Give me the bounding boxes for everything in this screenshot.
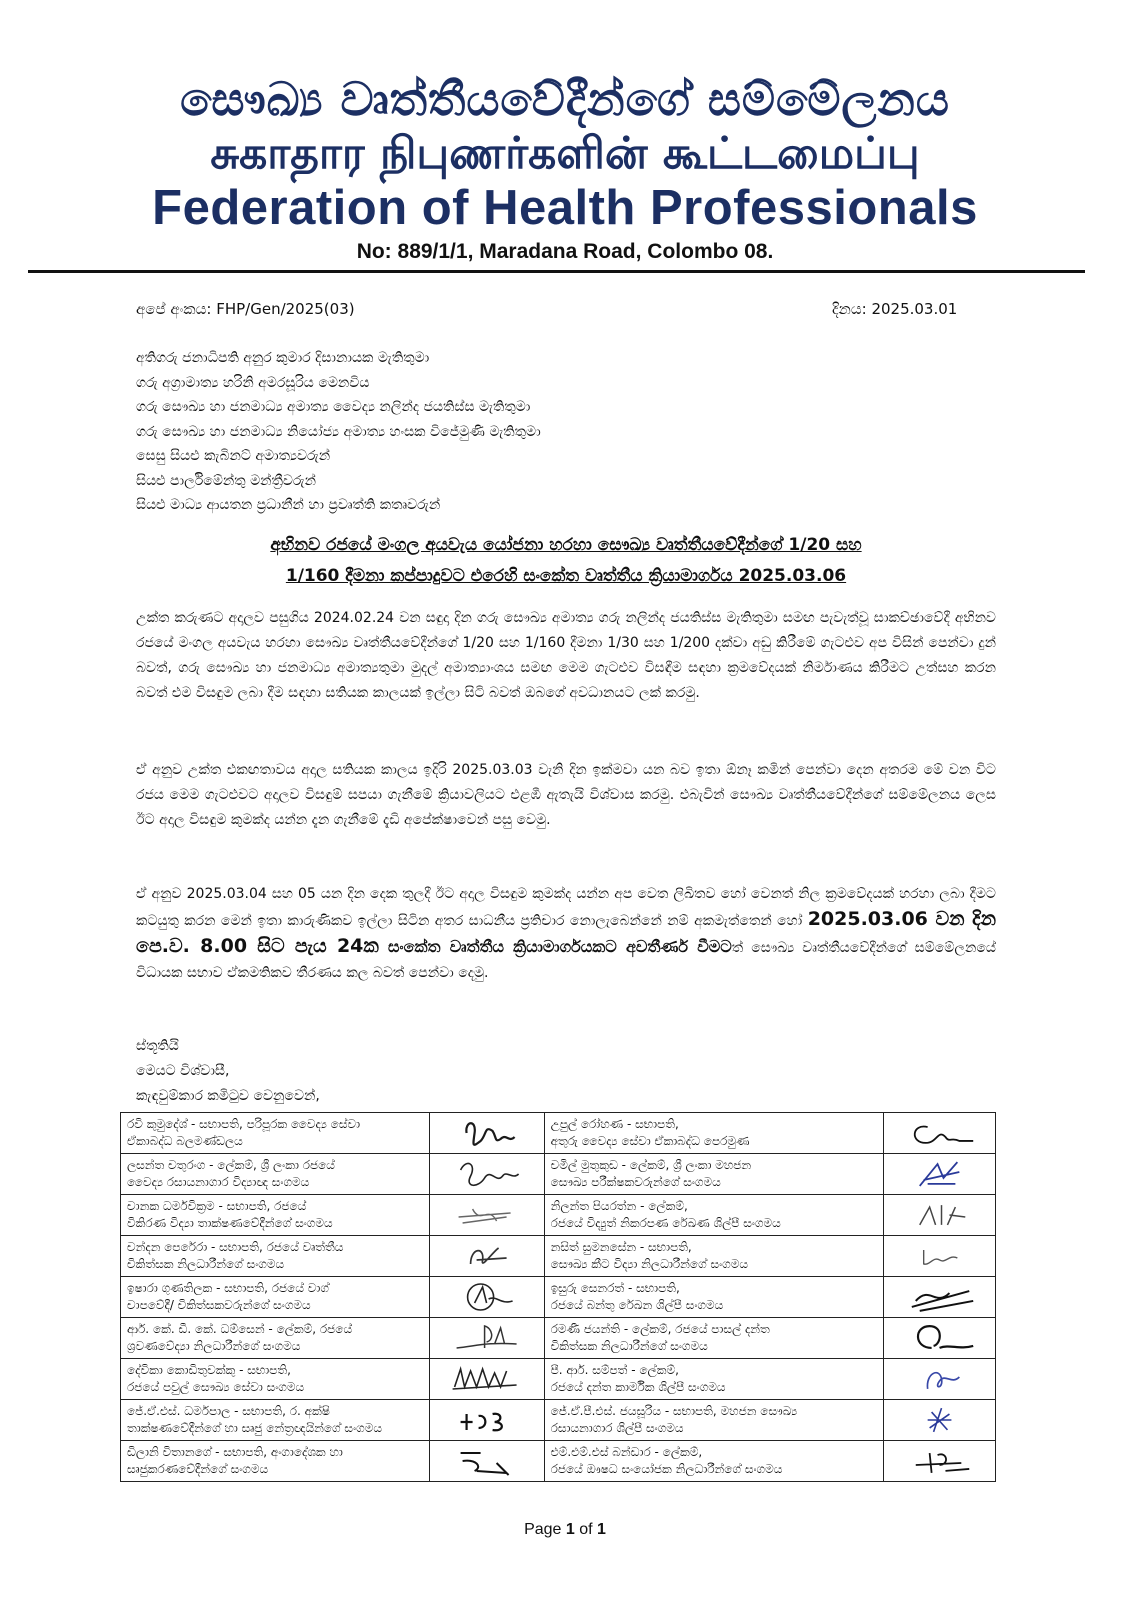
signature-image [430, 1195, 544, 1236]
recipient-list [136, 346, 996, 518]
our-reference: අපේ අංකය: FHP/Gen/2025(03) [136, 300, 355, 318]
table-row [121, 1318, 996, 1359]
recipient-line: ගරු සෞඛ්‍ය හා ජනමාධ්‍ය අමාත්‍ය වෛද්‍ය නලින්ද ජයතිස්ස මැතිතුමා [136, 399, 531, 415]
recipient-line: ගරු සෞඛ්‍ය හා ජනමාධ්‍ය නියෝජ්‍ය අමාත්‍ය හංසක විජේමුණි මැතිතුමා [136, 423, 541, 440]
subject-heading [136, 530, 996, 592]
paragraph-text: ත් සෞඛ්‍ය වෘත්තීයවේදීන්ගේ සම්මේලනයේ විධායක සභාව ඒකමතිකව තීරණය කල බවත් පෙන්වා දෙමු. [136, 940, 996, 981]
signatory-left: රවි කුමුදේශ් - සභාපති, පරිපූරක වෛද්‍ය සේවා ඒකාබද්ධ බලමණ්ඩලය [121, 1113, 430, 1154]
signature-image [883, 1441, 995, 1482]
signatory-right: ඉසුරු සෙනරත් - සභාපති, රජයේ බන්තු රේඛන ශිල්පී සංගමය [544, 1277, 883, 1318]
signature-image [883, 1318, 995, 1359]
signatories-table [120, 1112, 996, 1482]
signature-image [430, 1441, 544, 1482]
table-row [121, 1441, 996, 1482]
signatory-right: නසිත් සුමනසේන - සභාපති, සෞඛ්‍ය කීට විද්‍යා නිලධාරීන්ගේ සංගමය [544, 1236, 883, 1277]
signature-image [430, 1318, 544, 1359]
signature-image [430, 1236, 544, 1277]
recipient-line: සියළු පාර්ලිමේන්තු මන්ත්‍රීවරුන් [136, 472, 317, 489]
closing-committee: කැඳවුම්කාර කමිටුව වෙනුවෙන්, [136, 1088, 320, 1104]
signature-image [430, 1154, 544, 1195]
signatory-left: ඉෂාරා ගුණතිලක - සභාපති, රජයේ වාග් චාපවේදී/ චිකිත්සකවරුන්ගේ සංගමය [121, 1277, 430, 1318]
letter-date: දිනය: 2025.03.01 [832, 300, 958, 318]
signatory-left: චානක ධර්මවික්‍රම - සභාපති, රජයේ විකිරණ විද්‍යා තාක්ෂණවේදීන්ගේ සංගමය [121, 1195, 430, 1236]
signatory-left: දේවිකා කොඩිතුවක්කු - සභාපති, රජයේ පවුල් සෞඛ්‍ය සේවා සංගමය [121, 1359, 430, 1400]
signatory-left: ජේ.ඒ.එස්. ධර්මපාල - සභාපති, ර. අක්ෂි තාක්ෂණවේදීන්ගේ හා සෘජු නේත්‍රඥයින්ගේ සංගමය [121, 1400, 430, 1441]
table-row [121, 1113, 996, 1154]
signatory-left: ඩිලානි විතානගේ - සභාපති, අංගාදේශක හා සෘජුකරණවේදීන්ගේ සංගමය [121, 1441, 430, 1482]
table-row [121, 1154, 996, 1195]
body-paragraph-1: උක්ත කරුණට අදාලව පසුගිය 2024.02.24 වන සඳුදා දින ගරු සෞඛ්‍ය අමාත්‍ය ගරු නලින්ද ජයතිස්ස මැතිතුමා සමඟ පැවැත්වූ සාකච්ඡාවේදී අභිනව රජයේ මංගල අයවැය හරහා සෞඛ්‍ය වෘත්තීයවේදීන්ගේ 1/20 සහ 1/160 දීමනා 1/30 සහ 1/200 දක්වා අඩු කිරීමේ ගැටළුව අප විසින් පෙන්වා දුන් බවත්, ගරු සෞඛ්‍ය හා ජනමාධ්‍ය අමාත්‍යතුමා මුදල් අමාත්‍යාංශය සමඟ මෙම ගැටළුව විසඳීම සඳහා ක්‍රමවේදයක් නිර්මාණය කිරීමට උත්සහ කරන බවත් එම විසඳුම ලබා දීම සඳහා සතියක කාලයක් ඉල්ලා සිටි බවත් ඔබගේ අවධානයට ලක් කරමු. [136, 610, 996, 701]
title-tamil: சுகாதார நிபுணர்களின் கூட்டமைப்பு [210, 128, 920, 179]
signatory-left: ආර්. කේ. ඩී. කේ. ධම්සෙන් - ලේකම්, රජයේ ශ්‍රවණවේද්‍යා නිලධාරීන්ගේ සංගමය [121, 1318, 430, 1359]
signature-image [430, 1277, 544, 1318]
closing-thanks: ස්තූතියි [136, 1038, 179, 1054]
signatory-left: චන්දන පෙරේරා - සභාපති, රජයේ වෘත්තීය චිකිත්සක නිලධාරීන්ගේ සංගමය [121, 1236, 430, 1277]
closing-faithfully: මෙයට විශ්වාසී, [136, 1063, 230, 1079]
recipient-line: සෙසු සියළු කැබිනට් අමාත්‍යවරුන් [136, 448, 331, 464]
signature-image [883, 1400, 995, 1441]
address: No: 889/1/1, Maradana Road, Colombo 08. [356, 240, 774, 263]
strike-action-emphasis: සංකේත වෘත්තීය ක්‍රියාමාර්ගයකට අවතීර්ණ වීමට [378, 937, 732, 956]
signature-image [883, 1195, 995, 1236]
subject-line-2: 1/160 දීමනා කප්පාදුවට එරෙහි සංකේත වෘත්තීය ක්‍රියාමාර්ගය 2025.03.06 [285, 566, 847, 586]
signatory-right: චමිල් මුතුකුඩ - ලේකම්, ශ්‍රී ලංකා මහජන සෞඛ්‍ය පරීක්ෂකවරුන්ගේ සංගමය [544, 1154, 883, 1195]
subject-line-1: අභිනව රජයේ මංගල අයවැය යෝජනා හරහා සෞඛ්‍ය වෘත්තීයවේදීන්ගේ 1/20 සහ [270, 535, 862, 555]
signature-image [883, 1359, 995, 1400]
signature-image [430, 1359, 544, 1400]
body-paragraph-2: ඒ අනුව උක්ත එකඟතාවය අදාල සතියක කාලය ඉදිරි 2025.03.03 වැනි දින ඉක්මවා යන බව ඉතා ඕනෑ කමින් පෙන්වා දෙන අතරම මේ වන විට රජය මෙම ගැටළුවට අදාලව විසඳුම් සපයා ගැනීමේ ක්‍රියාවලියට එළඹී ඇතැයි විශ්වාස කරමු. එබැවින් සෞඛ්‍ය වෘත්තීයවේදීන්ගේ සම්මේලනය ලෙස ඊට අදාල විසඳුම කුමක්ද යන්න දැන ගැනීමේ දැඩි අපේක්ෂාවෙන් පසු වෙමු. [136, 762, 996, 828]
recipient-line: අතිගරු ජනාධිපති අනුර කුමාර දිසානායක මැතිතුමා [136, 350, 430, 366]
signatory-right: රමණී ජයන්ති - ලේකම්, රජයේ පාසල් දන්ත චිකිත්සක නිලධාරීන්ගේ සංගමය [544, 1318, 883, 1359]
table-row [121, 1400, 996, 1441]
strike-date-emphasis: 2025.03.06 වන දින පෙ.ව. 8.00 සිට පැය 24ක [136, 908, 997, 957]
signatory-right: නිලන්ත පියරත්න - ලේකම්, රජයේ විද්‍යුත් නිකරපණ රේඛණ ශිල්පී සංගමය [544, 1195, 883, 1236]
signatory-right: එම්.එම්.එස් බන්ඩාර - ලේකම්, රජයේ ඖෂධ සංයෝජක නිලධාරීන්ගේ සංගමය [544, 1441, 883, 1482]
signature-image [430, 1113, 544, 1154]
table-row [121, 1359, 996, 1400]
table-row [121, 1195, 996, 1236]
paragraph-text: ඒ අනුව 2025.03.04 සහ 05 යන දින දෙක තුලදී ඊට අදාල විසඳුම කුමක්ද යන්න අප වෙත ලිඛිතව හෝ වෙනත් නිල ක්‍රමවේදයක් හරහා ලබා දීමට කටයුතු කරන මෙන් ඉතා කාරුණිකව ඉල්ලා සිටින අතර සාධනීය ප්‍රතිචාර නොලැබෙන්නේ නම් අකමැත්තෙන් හෝ [136, 886, 996, 929]
signature-image [883, 1236, 995, 1277]
page-footer: Page 1 of 1 [524, 1521, 606, 1538]
title-english: Federation of Health Professionals [152, 181, 978, 235]
signature-image [883, 1277, 995, 1318]
recipient-line: ගරු අග්‍රාමාත්‍ය හරිනි අමරසූරිය මෙනවිය [136, 374, 370, 391]
signature-image [883, 1113, 995, 1154]
signature-image [430, 1400, 544, 1441]
table-row [121, 1236, 996, 1277]
table-row [121, 1277, 996, 1318]
header-divider [28, 270, 1085, 273]
signatory-right: උපුල් රෝහණ - සභාපති, අතුරු වෛද්‍ය සේවා ඒකාබද්ධ පෙරමුණ [544, 1113, 883, 1154]
signature-image [883, 1154, 995, 1195]
signatory-left: ලසන්ත චතුරංග - ලේකම්, ශ්‍රී ලංකා රජයේ වෛද්‍ය රසායනාගාර විද්‍යාඥ සංගමය [121, 1154, 430, 1195]
title-sinhala: සෞඛ්‍ය වෘත්තීයවේදීන්ගේ සම්මේලනය [180, 72, 950, 126]
body-paragraph-3 [136, 882, 996, 986]
recipient-line: සියළු මාධ්‍ය ආයතන ප්‍රධානීන් හා ප්‍රවෘත්ති කතෘවරුන් [136, 497, 441, 513]
signatory-right: පී. ආර්. සම්පත් - ලේකම්, රජයේ දන්ත කාර්මික ශිල්පී සංගමය [544, 1359, 883, 1400]
signatory-right: ජේ.ඒ.පී.එස්. ජයසූරිය - සභාපති, මහජන සෞඛ්‍ය රසායනාගාර ශිල්පී සංගමය [544, 1400, 883, 1441]
page-total: 1 [597, 1521, 606, 1538]
page-current: 1 [565, 1521, 575, 1538]
closing-block [136, 1034, 320, 1109]
